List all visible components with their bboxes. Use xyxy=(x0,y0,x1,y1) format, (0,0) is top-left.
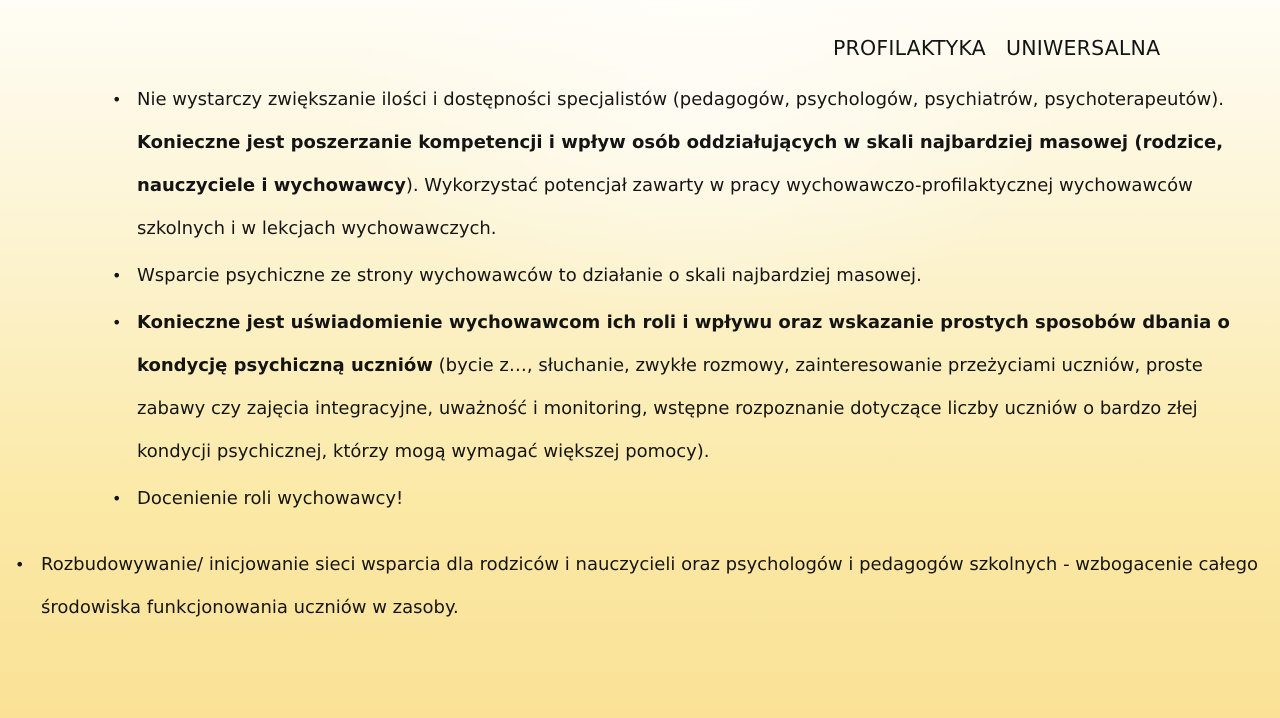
list-item xyxy=(112,254,1257,297)
list-item xyxy=(15,543,1261,629)
text-segment: Docenienie roli wychowawcy! xyxy=(137,488,404,509)
list-item xyxy=(112,477,1257,520)
list-item xyxy=(112,78,1257,250)
text-segment: Rozbudowywanie/ inicjowanie sieci wsparcia dla rodziców i nauczycieli oraz psychologów i pedagogów szkolnych - wzbogacenie całego środowiska funkcjonowania uczniów w zasoby. xyxy=(41,554,1259,618)
main-bullet-list xyxy=(15,543,1261,629)
bullet-icon: • xyxy=(112,313,122,332)
bullet-icon: • xyxy=(112,90,122,109)
sub-bullet-list xyxy=(112,78,1257,524)
text-segment: ). Wykorzystać potencjał zawarty w pracy wychowawczo-profilaktycznej wychowawców szkolnych i w lekcjach wychowawczych. xyxy=(137,175,1193,239)
bullet-icon: • xyxy=(15,555,25,574)
bullet-icon: • xyxy=(112,489,122,508)
bold-text-segment: Konieczne jest uświadomienie wychowawcom ich roli i wpływu oraz wskazanie prostych sposobów dbania o kondycję psychiczną uczniów xyxy=(137,312,1230,376)
list-item xyxy=(112,301,1257,473)
text-segment: Nie wystarczy zwiększanie ilości i dostępności specjalistów (pedagogów, psychologów, psychiatrów, psychoterapeutów). xyxy=(137,89,1225,110)
bullet-icon: • xyxy=(112,266,122,285)
slide-title: PROFILAKTYKA UNIWERSALNA xyxy=(833,36,1161,60)
bold-text-segment: Konieczne jest poszerzanie kompetencji i wpływ osób oddziałujących w skali najbardziej masowej (rodzice, nauczyciele i wychowawcy xyxy=(137,132,1224,196)
text-segment: (bycie z…, słuchanie, zwykłe rozmowy, zainteresowanie przeżyciami uczniów, proste zabawy czy zajęcia integracyjne, uważność i monitoring, wstępne rozpoznanie dotyczące liczby uczniów o bardzo złej kondycji psychicznej, którzy mogą wymagać większej pomocy). xyxy=(137,355,1203,462)
text-segment: Wsparcie psychiczne ze strony wychowawców to działanie o skali najbardziej masowej. xyxy=(137,265,922,286)
